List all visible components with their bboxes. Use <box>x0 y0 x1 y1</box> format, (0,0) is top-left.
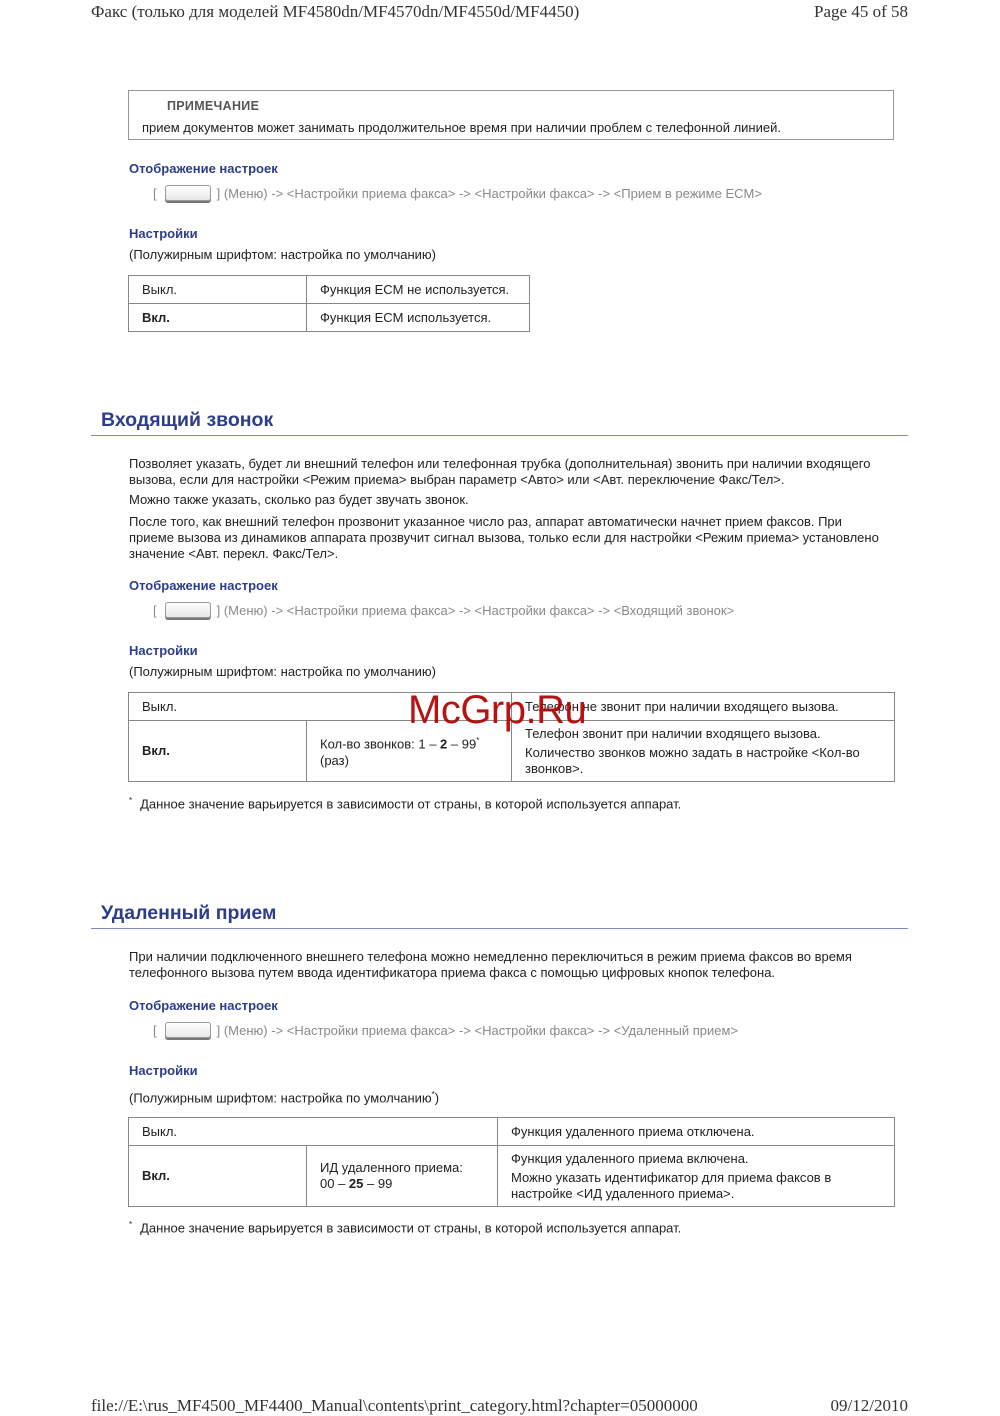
range-prefix: 00 – <box>320 1176 349 1191</box>
desc-line: Можно указать идентификатор для приема факсов в настройке <ИД удаленного приема>. <box>511 1169 832 1201</box>
desc-cell <box>498 1146 895 1207</box>
incoming-default-note: (Полужирным шрифтом: настройка по умолчанию) <box>129 664 436 679</box>
page-footer-date: 09/12/2010 <box>830 1396 908 1415</box>
table-row <box>129 276 530 304</box>
desc-cell: Функция удаленного приема отключена. <box>498 1118 895 1146</box>
note-title: ПРИМЕЧАНИЕ <box>167 99 260 113</box>
option-cell: Вкл. <box>129 721 307 782</box>
remote-settings-heading: Настройки <box>129 1063 198 1078</box>
option-cell: Вкл. <box>129 1146 307 1207</box>
desc-cell: Телефон не звонит при наличии входящего вызова. <box>512 693 895 721</box>
footnote-mark: * <box>129 1220 133 1229</box>
desc-line: Телефон звонит при наличии входящего вызова. <box>525 725 821 741</box>
path-bracket: [ <box>153 185 157 201</box>
incoming-menu-path <box>153 602 734 618</box>
table-row <box>129 1146 895 1207</box>
incoming-settings-heading: Настройки <box>129 643 198 658</box>
remote-settings-table <box>128 1117 895 1207</box>
footnote-mark: * <box>431 1090 435 1099</box>
section-divider <box>91 435 908 436</box>
incoming-paragraph-1: Позволяет указать, будет ли внешний телефон или телефонная трубка (дополнительная) звонить при наличии входящего вызова, если для настройки <Режим приема> выбран параметр <Авто> или <Авт. переключение Факс/Тел>. <box>129 456 871 487</box>
option-cell: Выкл. <box>129 1118 498 1146</box>
incoming-footnote <box>129 796 681 811</box>
footnote-text: Данное значение варьируется в зависимости от страны, в которой используется аппарат. <box>140 796 682 812</box>
range-suffix: – 99 <box>447 736 477 752</box>
default-note-text: (Полужирным шрифтом: настройка по умолчанию <box>129 1090 432 1106</box>
incoming-title: Входящий звонок <box>101 409 274 431</box>
option-cell: Выкл. <box>129 693 512 721</box>
remote-path-text: ] (Меню) -> <Настройки приема факса> -> <Настройки факса> -> <Удаленный прием> <box>216 1022 739 1038</box>
path-bracket: [ <box>153 1022 157 1038</box>
incoming-path-text: ] (Меню) -> <Настройки приема факса> -> <Настройки факса> -> <Входящий звонок> <box>216 602 735 618</box>
incoming-paragraph-3: После того, как внешний телефон прозвонит указанное число раз, аппарат автоматически начнет прием факсов. При приеме вызова из динамиков аппарата прозвучит сигнал вызова, только если для настройки <Режим приема> установлено значение <Авт. перекл. Факс/Тел>. <box>129 514 879 561</box>
footnote-text: Данное значение варьируется в зависимости от страны, в которой используется аппарат. <box>140 1220 682 1236</box>
ecm-path-text: ] (Меню) -> <Настройки приема факса> -> <Настройки факса> -> <Прием в режиме ECM> <box>216 185 762 201</box>
menu-key-icon <box>165 185 211 201</box>
desc-cell: Функция ECM используется. <box>307 304 530 332</box>
desc-line: Количество звонков можно задать в настройке <Кол-во звонков>. <box>525 744 860 776</box>
option-cell: Выкл. <box>129 276 307 304</box>
table-row <box>129 304 530 332</box>
range-default: 25 <box>348 1176 364 1191</box>
watermark: McGrp.Ru <box>408 688 587 732</box>
desc-cell: Функция ECM не используется. <box>307 276 530 304</box>
range-prefix: Кол-во звонков: 1 – <box>320 736 441 752</box>
path-bracket: [ <box>153 602 157 618</box>
ecm-display-heading: Отображение настроек <box>129 161 278 176</box>
desc-line: Функция удаленного приема включена. <box>511 1150 749 1166</box>
remote-menu-path <box>153 1022 738 1038</box>
page-header-title: Факс (только для моделей MF4580dn/MF4570dn/MF4550d/MF4450) <box>91 2 580 21</box>
incoming-display-heading: Отображение настроек <box>129 578 278 593</box>
range-default: 2 <box>440 736 448 752</box>
remote-display-heading: Отображение настроек <box>129 998 278 1013</box>
default-note-close: ) <box>434 1090 440 1106</box>
option-cell: Вкл. <box>129 304 307 332</box>
remote-title: Удаленный прием <box>101 902 277 924</box>
ecm-menu-path <box>153 185 762 201</box>
footnote-mark: * <box>476 736 480 746</box>
table-row <box>129 1118 895 1146</box>
range-suffix: – 99 <box>363 1176 393 1191</box>
remote-default-note <box>129 1087 889 1106</box>
ecm-settings-heading: Настройки <box>129 226 198 241</box>
note-text: прием документов может занимать продолжительное время при наличии проблем с телефонной линией. <box>142 120 781 135</box>
menu-key-icon <box>165 602 211 618</box>
section-divider <box>91 928 908 929</box>
ecm-default-note: (Полужирным шрифтом: настройка по умолчанию) <box>129 247 436 262</box>
incoming-paragraph-2: Можно также указать, сколько раз будет звучать звонок. <box>129 492 469 507</box>
remote-footnote <box>129 1220 681 1235</box>
remote-paragraph: При наличии подключенного внешнего телефона можно немедленно переключиться в режим приема факсов во время телефонного вызова путем ввода идентификатора приема факса с помощью цифровых кнопок телефона. <box>129 949 852 980</box>
footnote-mark: * <box>129 796 133 805</box>
note-box <box>128 90 894 140</box>
range-label: ИД удаленного приема: <box>320 1160 463 1175</box>
page-number: Page 45 of 58 <box>814 2 908 21</box>
page-footer-path: file://E:\rus_MF4500_MF4400_Manual\contents\print_category.html?chapter=05000000 <box>91 1396 698 1415</box>
menu-key-icon <box>165 1022 211 1038</box>
ecm-settings-table <box>128 275 530 332</box>
range-unit: (раз) <box>320 752 349 768</box>
range-cell <box>307 1146 498 1207</box>
